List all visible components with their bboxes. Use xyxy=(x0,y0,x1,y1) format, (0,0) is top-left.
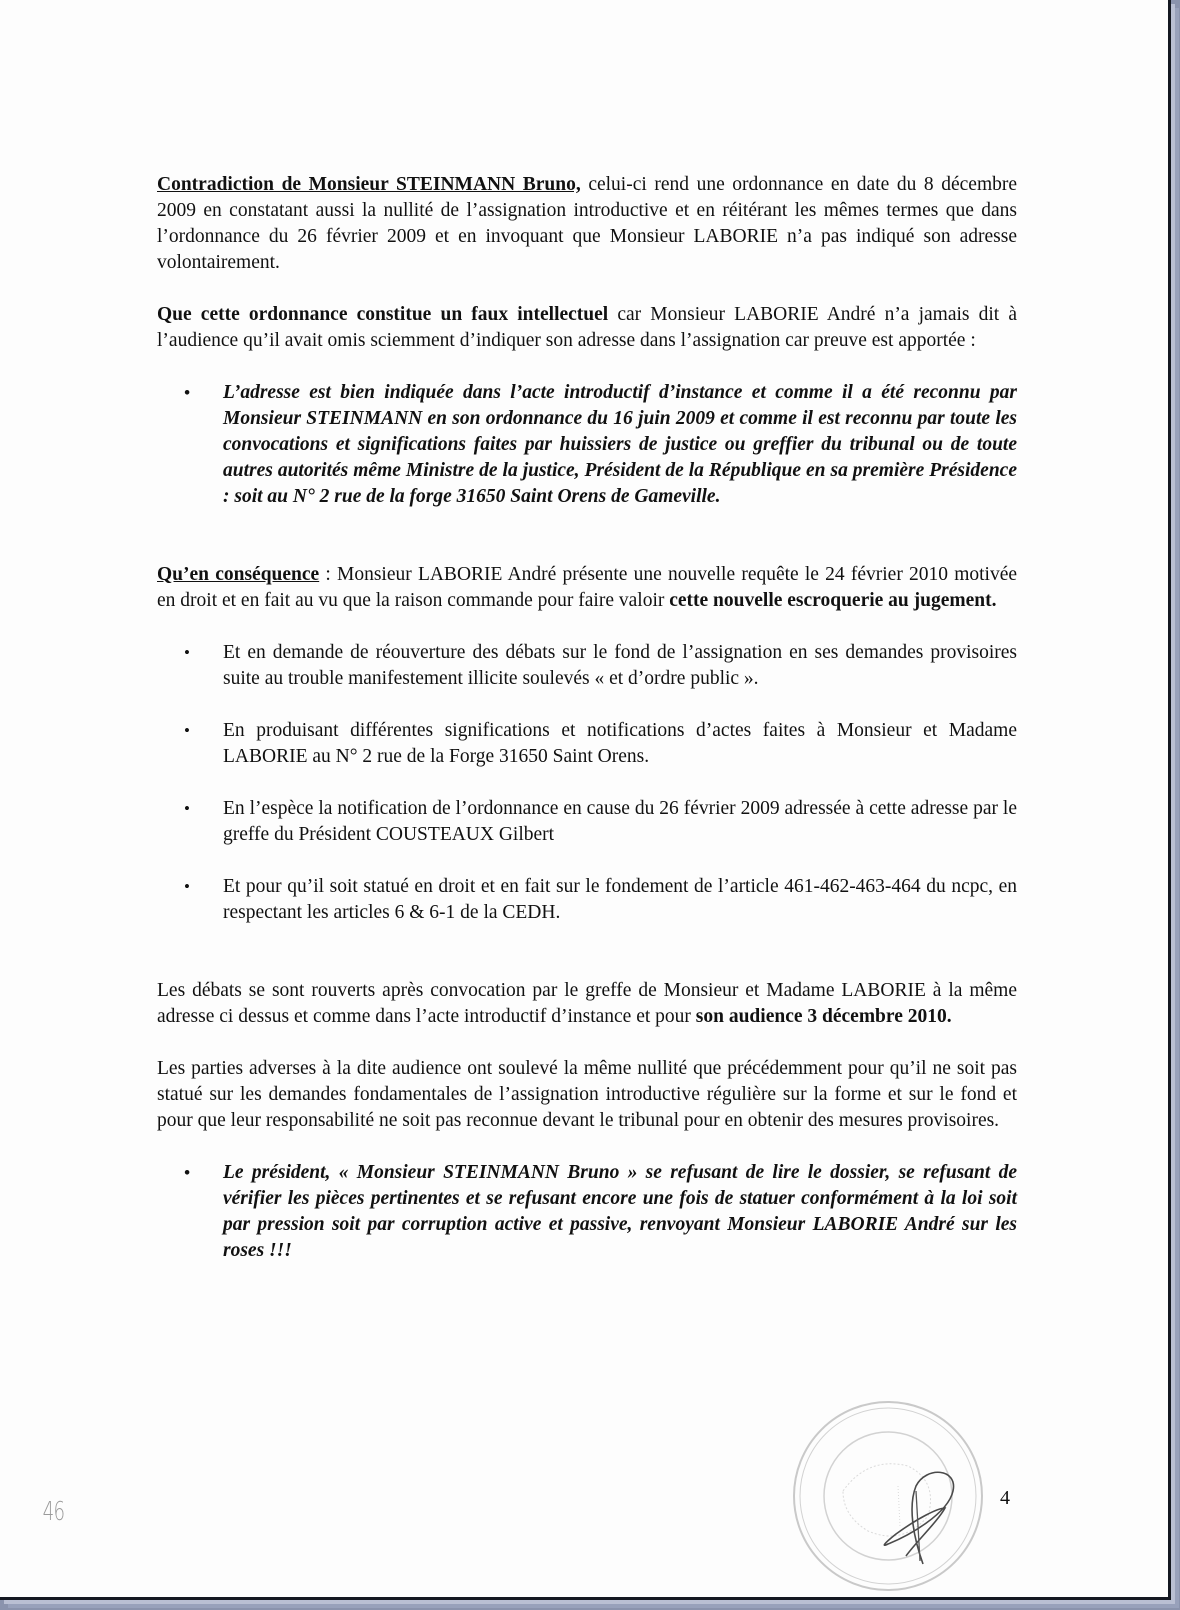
bullet-icon: • xyxy=(184,877,190,896)
president-list xyxy=(157,1160,1017,1264)
bullet-icon: • xyxy=(184,643,190,662)
bullet-icon: • xyxy=(184,1163,190,1182)
list-item: • En l’espèce la notification de l’ordonnance en cause du 26 février 2009 adressée à cette adresse par le greffe du Président COUSTEAUX Gilbert xyxy=(184,798,1017,845)
paragraph-faux-intellectuel: Que cette ordonnance constitue un faux intellectuel car Monsieur LABORIE André n’a jamais dit à l’audience qu’il avait omis sciemment d’indiquer son adresse dans l’assignation car preuve est apportée : xyxy=(157,304,1017,351)
list-item: • Le président, « Monsieur STEINMANN Bruno » se refusant de lire le dossier, se refusant de vérifier les pièces pertinentes et se refusant encore une fois de statuer conformément à la loi soit par pression soit par corruption active et passive, renvoyant Monsieur LABORIE André sur les roses !!! xyxy=(184,1162,1017,1261)
paragraph-lead: Contradiction de Monsieur STEINMANN Bruno, xyxy=(157,174,581,195)
paragraph-lead: Qu’en conséquence xyxy=(157,564,320,585)
paragraph-lead: Que cette ordonnance constitue un faux intellectuel xyxy=(157,304,609,325)
list-item: • Et en demande de réouverture des débats sur le fond de l’assignation en ses demandes provisoires suite au trouble manifestement illicite soulevés « et d’ordre public ». xyxy=(184,642,1017,689)
bullet-icon: • xyxy=(184,799,190,818)
list-item: • L’adresse est bien indiquée dans l’acte introductif d’instance et comme il a été reconnu par Monsieur STEINMANN en son ordonnance du 16 juin 2009 et comme il est reconnu par toute les convocations et significations faites par huissiers de justice ou greffier du tribunal ou de toute autres autorités même Ministre de la justice, Président de la République en sa première Présidence : soit au N° 2 rue de la forge 31650 Saint Orens de Gameville. xyxy=(184,382,1017,507)
paragraph-parties-adverses: Les parties adverses à la dite audience ont soulevé la même nullité que précédemment pour qu’il ne soit pas statué sur les demandes fondamentales de l’assignation introductive régulière sur la forme et sur le fond et pour que leur responsabilité ne soit pas reconnue devant le tribunal pour en obtenir des mesures provisoires. xyxy=(157,1058,1017,1131)
list-item: • Et pour qu’il soit statué en droit et en fait sur le fondement de l’article 461-462-463-464 du ncpc, en respectant les articles 6 & 6-1 de la CEDH. xyxy=(184,876,1017,923)
page-number: 4 xyxy=(1000,1487,1010,1509)
paragraph-contradiction: Contradiction de Monsieur STEINMANN Bruno, celui-ci rend une ordonnance en date du 8 décembre 2009 en constatant aussi la nullité de l’assignation introductive et en réitérant les mêmes termes que dans l’ordonnance du 26 février 2009 et en invoquant que Monsieur LABORIE n’a pas indiqué son adresse volontairement. xyxy=(157,174,1018,273)
proof-list xyxy=(157,380,1017,510)
paragraph-debats: Les débats se sont rouverts après convocation par le greffe de Monsieur et Madame LABORIE à la même adresse ci dessus et comme dans l’acte introductif d’instance et pour son audience 3 décembre 2010. xyxy=(157,980,1017,1027)
bullet-icon: • xyxy=(184,721,190,740)
bullet-icon: • xyxy=(184,383,190,402)
court-seal-stamp xyxy=(788,1396,988,1596)
document-body xyxy=(157,172,1017,1290)
request-list xyxy=(157,640,1017,926)
handwritten-page-note: 46 xyxy=(42,1497,65,1527)
list-item: • En produisant différentes significations et notifications d’actes faites à Monsieur et Madame LABORIE au N° 2 rue de la Forge 31650 Saint Orens. xyxy=(184,720,1017,767)
paragraph-consequence: Qu’en conséquence : Monsieur LABORIE André présente une nouvelle requête le 24 février 2010 motivée en droit et en fait au vu que la raison commande pour faire valoir cette nouvelle escroquerie au jugement. xyxy=(157,564,1018,611)
